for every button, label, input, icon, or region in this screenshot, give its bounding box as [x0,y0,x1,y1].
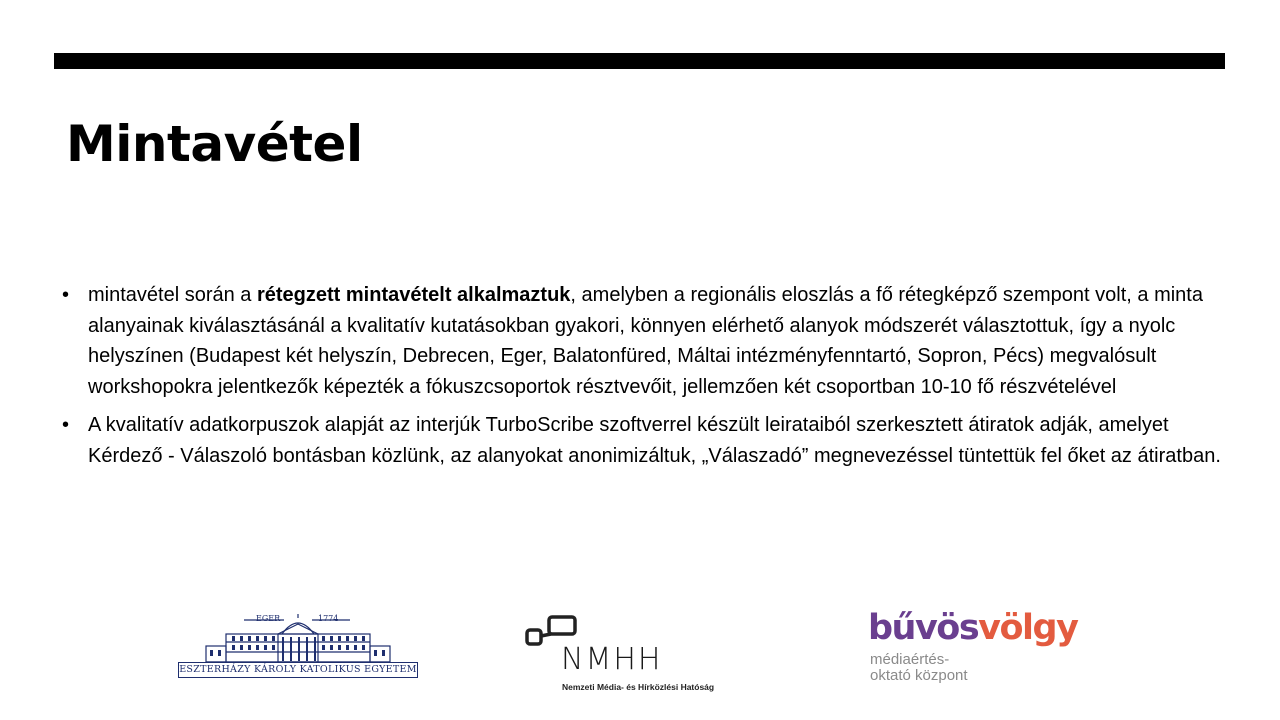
bullet-list [62,280,1222,479]
buvosvolgy-tagline-line2: oktató központ [870,667,968,684]
buvosvolgy-wordmark [868,608,1077,648]
bullet-icon: • [62,284,70,306]
bullet-text-start: mintavétel során a [88,284,257,306]
buvosvolgy-tagline-line1: médiaértés- [870,651,950,668]
nmhh-logo [525,614,735,692]
slide-title: Mintavétel [66,115,363,173]
ekke-city: EGER [256,614,281,623]
bullet-text: A kvalitatív adatkorpuszok alapját az interjúk TurboScribe szoftverrel készült leirataiból szerkesztett átiratok adják, amelyet Kérdező - Válaszoló bontásban közlünk, az alanyokat anonimizáltuk, „Válaszadó” megnevezéssel tüntettük fel őket az átiratban. [88,414,1221,467]
buvosvolgy-logo [868,608,1078,688]
logo-row [0,600,1280,700]
nmhh-subtitle: Nemzeti Média- és Hírközlési Hatóság [562,682,715,692]
buvosvolgy-word-part2: völgy [978,608,1078,648]
buvosvolgy-word-part1: bűvös [868,608,979,648]
bullet-item [62,410,1222,471]
bullet-icon: • [62,414,70,436]
nmhh-wordmark: NMHH [561,642,663,677]
bullet-text-rest: , amelyben a regionális eloszlás a fő rétegképző szempont volt, a minta alanyainak kiválasztásánál a kvalitatív kutatásokban gyakori, könnyen elérhető alanyok módszerét választottuk, így a nyolc helyszínen (Budapest két helyszín, Debrecen, Eger, Balatonfüred, Máltai intézményfenntartó, Sopron, Pécs) megvalósult workshopokra jelentkezők képezték a fókuszcsoportok résztvevőit, jellemzően két csoportban 10-10 fő részvételével [88,284,1203,398]
university-building-icon [178,612,418,664]
ekke-logo [178,612,418,678]
bullet-item [62,280,1222,402]
ekke-name: ESZTERHÁZY KÁROLY KATOLIKUS EGYETEM [178,662,418,678]
top-rule [54,53,1225,69]
ekke-year: 1774 [318,614,339,623]
buvosvolgy-tagline [870,652,968,684]
bullet-text-bold: rétegzett mintavételt alkalmaztuk [256,284,571,306]
